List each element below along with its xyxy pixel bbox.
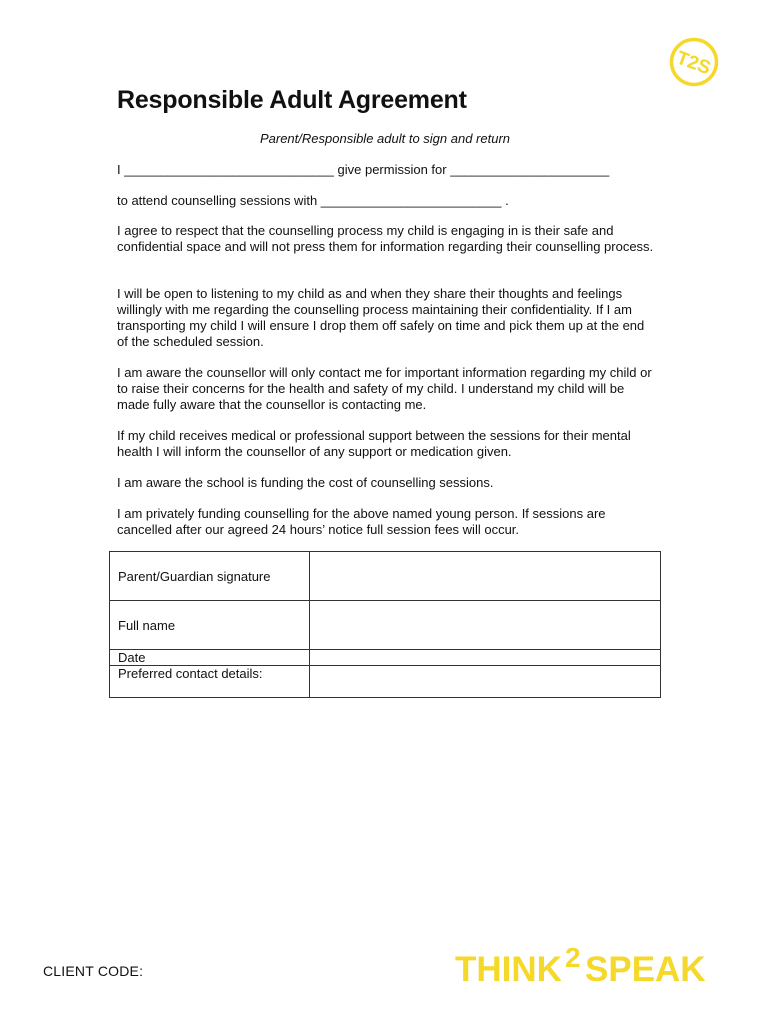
table-row: [110, 650, 661, 666]
contact-details-field[interactable]: [310, 666, 661, 698]
client-code-label: CLIENT CODE:: [43, 963, 144, 979]
page-title: Responsible Adult Agreement: [117, 86, 467, 114]
paragraph-confidentiality: I agree to respect that the counselling process my child is engaging in is their safe and confidential space and will not press them for information regarding their counselling process.: [117, 223, 654, 254]
page-subtitle: Parent/Responsible adult to sign and return: [259, 131, 511, 146]
logo-badge-text: T2S: [673, 47, 714, 80]
paragraph-medical: If my child receives medical or professional support between the sessions for their mental health I will inform the counsellor of any support or medication given.: [117, 428, 631, 459]
table-row: [110, 666, 661, 698]
signature-field[interactable]: [310, 552, 661, 601]
contact-details-label: Preferred contact details:: [110, 666, 310, 698]
brand-speak: SPEAK: [585, 950, 706, 985]
brand-think: THINK: [455, 950, 562, 985]
sessions-line: to attend counselling sessions with _________________________ .: [117, 193, 509, 208]
t2s-logo-icon: [669, 37, 719, 87]
brand-two: 2: [565, 942, 581, 973]
paragraph-private-funding: I am privately funding counselling for the above named young person. If sessions are cancelled after our agreed 24 hours’ notice full session fees will occur.: [117, 506, 606, 537]
table-row: [110, 601, 661, 650]
permission-line: I _____________________________ give permission for ______________________: [117, 162, 610, 177]
paragraph-school-funding: I am aware the school is funding the cost of counselling sessions.: [117, 475, 494, 490]
date-label: Date: [110, 650, 310, 666]
signature-table: [109, 551, 661, 698]
date-field[interactable]: [310, 650, 661, 666]
full-name-label: Full name: [110, 601, 310, 650]
paragraph-contact: I am aware the counsellor will only contact me for important information regarding my child or to raise their concerns for the health and safety of my child. I understand my child will be made fully aware that the counsellor is contacting me.: [117, 365, 652, 412]
table-row: [110, 552, 661, 601]
think2speak-logo: [455, 935, 721, 985]
full-name-field[interactable]: [310, 601, 661, 650]
signature-label: Parent/Guardian signature: [110, 552, 310, 601]
paragraph-listening: I will be open to listening to my child as and when they share their thoughts and feelings willingly with me regarding the counselling process maintaining their confidentiality. If I am transporting my child I will ensure I drop them off safely on time and pick them up at the end of the scheduled session.: [117, 286, 645, 349]
